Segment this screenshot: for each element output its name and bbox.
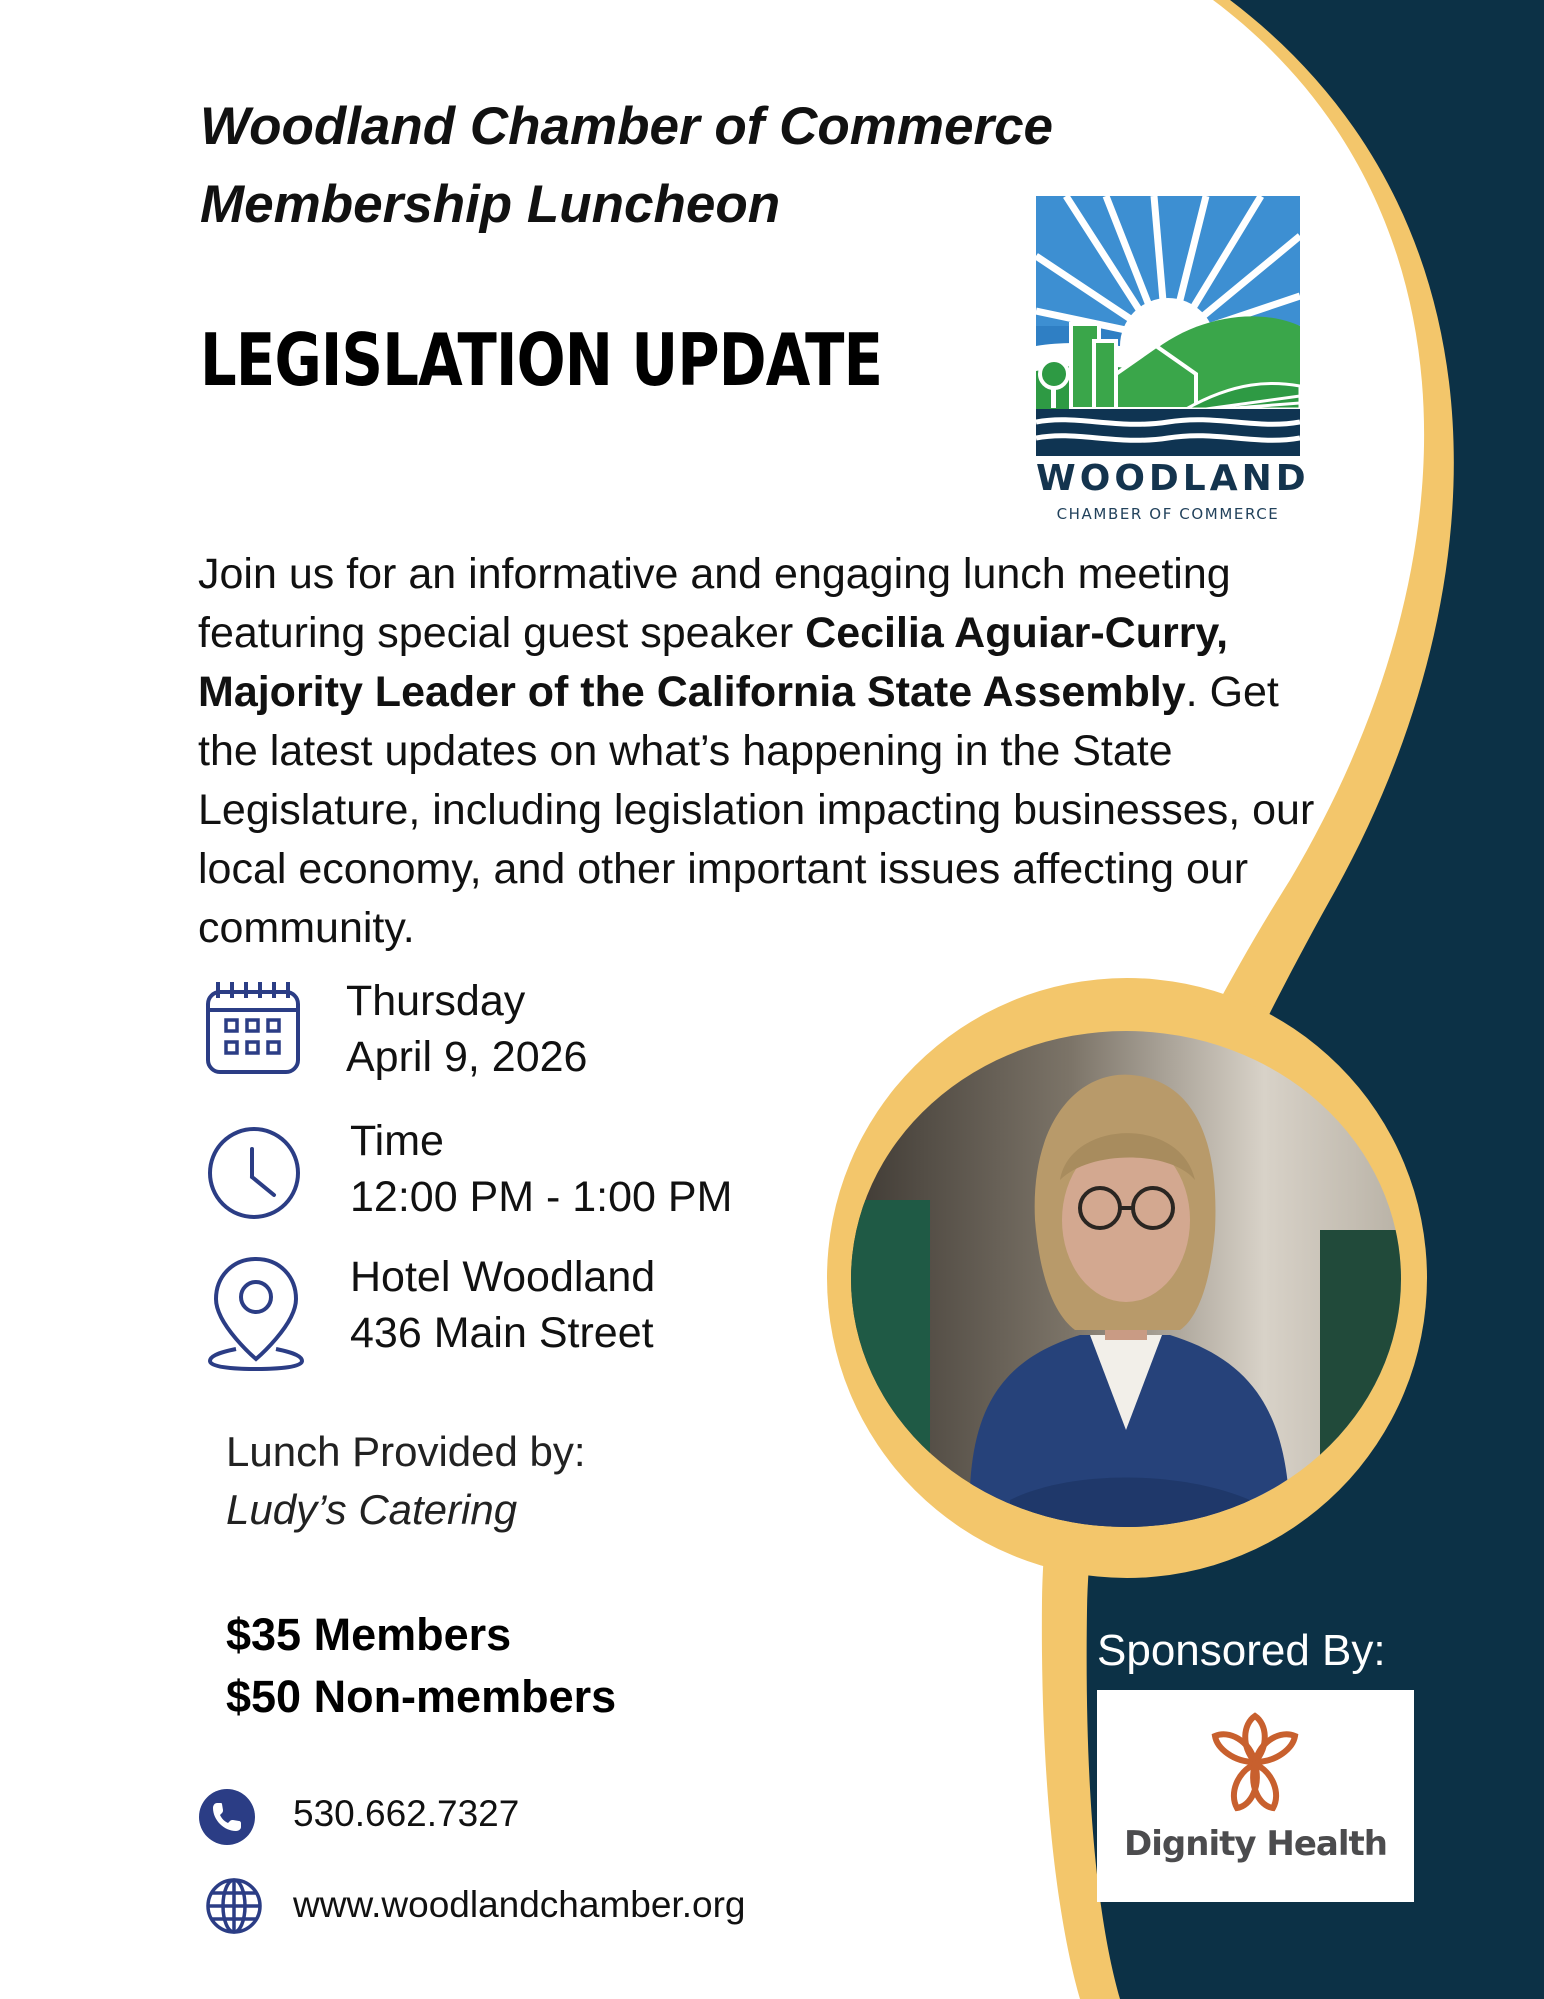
venue-address: 436 Main Street [350,1309,654,1357]
sponsor-logo-box [1097,1690,1414,1902]
clock-icon [206,1125,306,1225]
speaker-photo [850,1030,1402,1528]
lunch-info [226,1423,586,1539]
phone-icon [198,1788,256,1846]
location-pin-icon [206,1255,306,1371]
description-details: Get the latest updates on what’s happening in the State Legislature, including legislation impacting businesses, our local economy, and other important issues affecting our community. [198,668,1315,952]
event-time [350,1113,732,1225]
website-link[interactable]: www.woodlandchamber.org [293,1884,746,1925]
caterer-name: Ludy’s Catering [226,1486,518,1533]
event-full-date: April 9, 2026 [346,1033,588,1081]
dignity-health-star-icon [1203,1712,1307,1816]
member-price: $35 Members [226,1609,512,1660]
time-label: Time [350,1117,444,1165]
description-intro: Join us for an informative and engaging lunch meeting featuring special guest speaker [198,550,1231,657]
phone-number[interactable]: 530.662.7327 [293,1793,520,1834]
venue-name: Hotel Woodland [350,1253,656,1301]
lunch-label: Lunch Provided by: [226,1428,586,1475]
event-title [200,88,1053,244]
event-date [346,973,587,1085]
speaker-name: Cecilia Aguiar-Curry, Majority Leader of the California State Assembly [198,609,1229,716]
title-line-2: Membership Luncheon [200,175,781,234]
description-period: . [1185,668,1198,716]
pricing [226,1604,616,1728]
time-range: 12:00 PM - 1:00 PM [350,1173,733,1221]
globe-icon [204,1876,264,1936]
headline: LEGISLATION UPDATE [200,318,883,402]
calendar-icon [204,978,304,1078]
logo-wordmark: WOODLAND [1036,458,1310,499]
sponsored-by-label: Sponsored By: [1097,1626,1386,1675]
event-day: Thursday [346,977,526,1025]
title-line-1: Woodland Chamber of Commerce [200,97,1054,156]
non-member-price: $50 Non-members [226,1671,617,1722]
event-location [350,1249,655,1361]
logo-subtitle: CHAMBER OF COMMERCE [1056,505,1280,523]
sponsor-name: Dignity Health [1124,1824,1387,1864]
event-description [198,545,1328,958]
